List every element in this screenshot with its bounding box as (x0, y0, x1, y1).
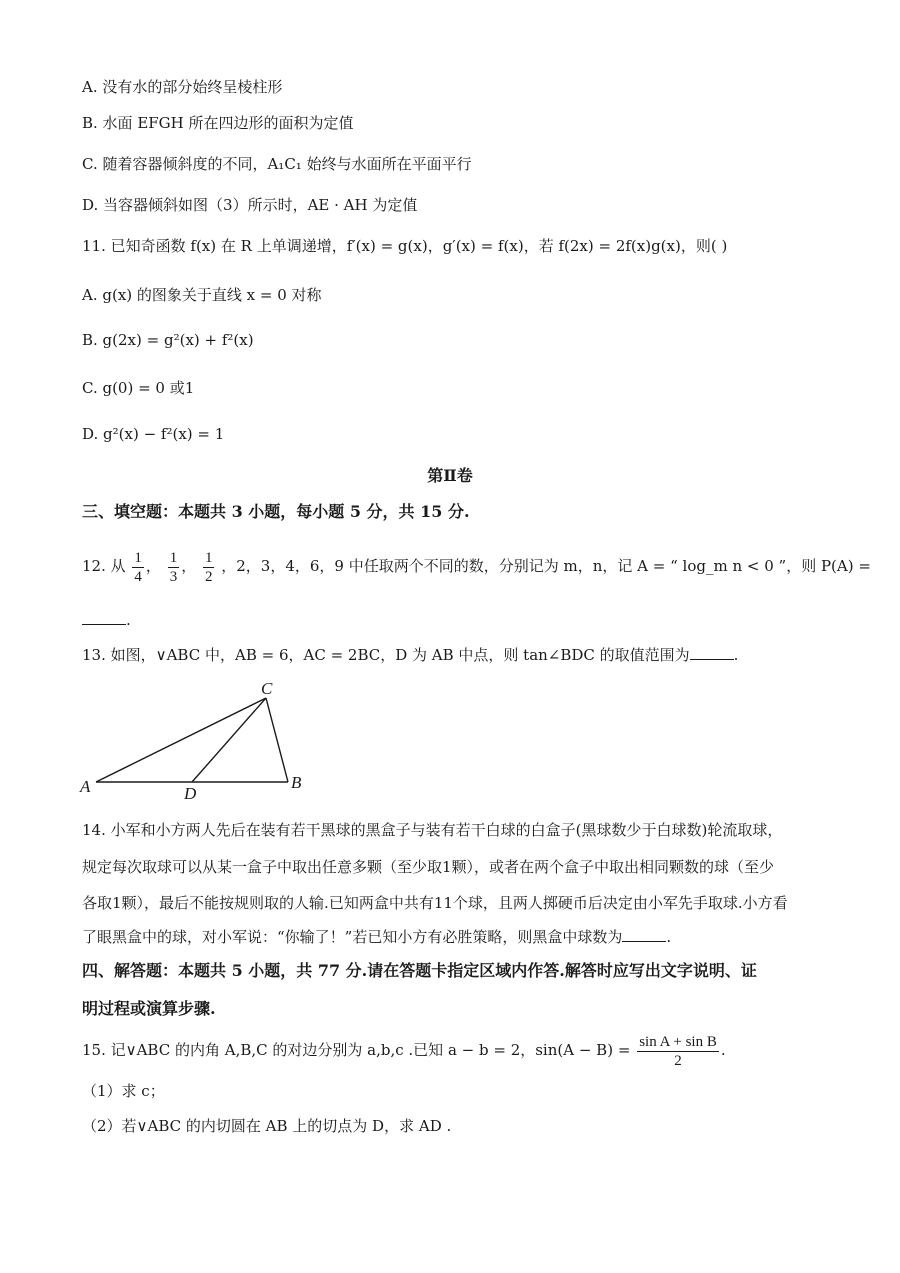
q12-suffix: ，2，3，4，6，9 中任取两个不同的数，分别记为 m，n，记 A = “ log_m n < 0 ”，则 P(A) = (221, 557, 871, 575)
label-c: C (261, 679, 273, 698)
q12-answer-blank (82, 610, 126, 625)
part2-title: 第Ⅱ卷 (427, 466, 473, 485)
q11-stem: 11. 已知奇函数 f(x) 在 R 上单调递增，f′(x) = g(x)，g′(x) = f(x)，若 f(2x) = 2f(x)g(x)，则( ) (82, 237, 728, 255)
segment-bc (266, 698, 288, 782)
q15-fraction: $\frac{\text{sin A + sin B}}{2}$ (639, 1033, 717, 1069)
q13-answer-blank (690, 645, 734, 660)
q12-fraction-1: $\frac{1}{4}$ (134, 549, 142, 585)
q10-option-c: C. 随着容器倾斜度的不同，A₁C₁ 始终与水面所在平面平行 (82, 155, 472, 173)
q11-option-b: B. g(2x) = g²(x) + f²(x) (82, 331, 254, 349)
q12-answer-line: . (82, 610, 131, 630)
q11-option-d: D. g²(x) − f²(x) = 1 (82, 425, 225, 443)
q14-line-3: 各取1颗），最后不能按规则取的人输.已知两盒中共有11个球，且两人掷硬币后决定由小军先手取球.小方看 (82, 894, 788, 912)
q12-stem: 12. 从 $\frac{1}{4}$ ， $\frac{1}{3}$ ， $\frac{1}{2}$ ，2，3，4，6，9 中任取两个不同的数，分别记为 m，n，记 A = “ log_m n < 0 ”，则 P(A) = (82, 549, 871, 585)
q10-option-d: D. 当容器倾斜如图（3）所示时，AE · AH 为定值 (82, 196, 418, 214)
triangle-figure (78, 678, 318, 802)
segment-ac (96, 698, 266, 782)
label-b: B (291, 773, 302, 792)
q14-line-1: 14. 小军和小方两人先后在装有若干黑球的黑盒子与装有若干白球的白盒子(黑球数少于白球数)轮流取球， (82, 821, 783, 839)
section3-title: 三、填空题：本题共 3 小题，每小题 5 分，共 15 分. (82, 502, 470, 521)
q14-answer-blank (622, 927, 666, 942)
section4-line-1: 四、解答题：本题共 5 小题，共 77 分.请在答题卡指定区域内作答.解答时应写出文字说明、证 (82, 961, 757, 980)
q14-line-4: 了眼黑盒中的球，对小军说：“你输了！”若已知小方有必胜策略，则黑盒中球数为 . (82, 928, 672, 946)
segment-cd (192, 698, 266, 782)
q15-stem: 15. 记∨ABC 的内角 A,B,C 的对边分别为 a,b,c .已知 a − b = 2，sin(A − B) = $\frac{\text{sin A + sin B}}{2}$ . (82, 1033, 726, 1069)
q12-fraction-3: $\frac{1}{2}$ (204, 549, 213, 585)
q15-part-2: （2）若∨ABC 的内切圆在 AB 上的切点为 D，求 AD . (82, 1117, 452, 1135)
q10-option-b: B. 水面 EFGH 所在四边形的面积为定值 (82, 114, 354, 132)
q11-option-c: C. g(0) = 0 或1 (82, 379, 195, 397)
section4-line-2: 明过程或演算步骤. (82, 999, 216, 1018)
q12-prefix: 12. 从 (82, 557, 126, 575)
q13-stem: 13. 如图，∨ABC 中，AB = 6，AC = 2BC，D 为 AB 中点，则 tan∠BDC 的取值范围为 . (82, 646, 739, 664)
q11-option-a: A. g(x) 的图象关于直线 x = 0 对称 (82, 286, 322, 304)
label-d: D (184, 784, 197, 802)
q14-line-2: 规定每次取球可以从某一盒子中取出任意多颗（至少取1颗），或者在两个盒子中取出相同颗数的球（至少 (82, 858, 775, 876)
q12-fraction-2: $\frac{1}{3}$ (169, 549, 178, 585)
label-a: A (80, 777, 91, 796)
q15-part-1: （1）求 c； (82, 1082, 165, 1100)
q10-option-a: A. 没有水的部分始终呈棱柱形 (82, 78, 283, 96)
